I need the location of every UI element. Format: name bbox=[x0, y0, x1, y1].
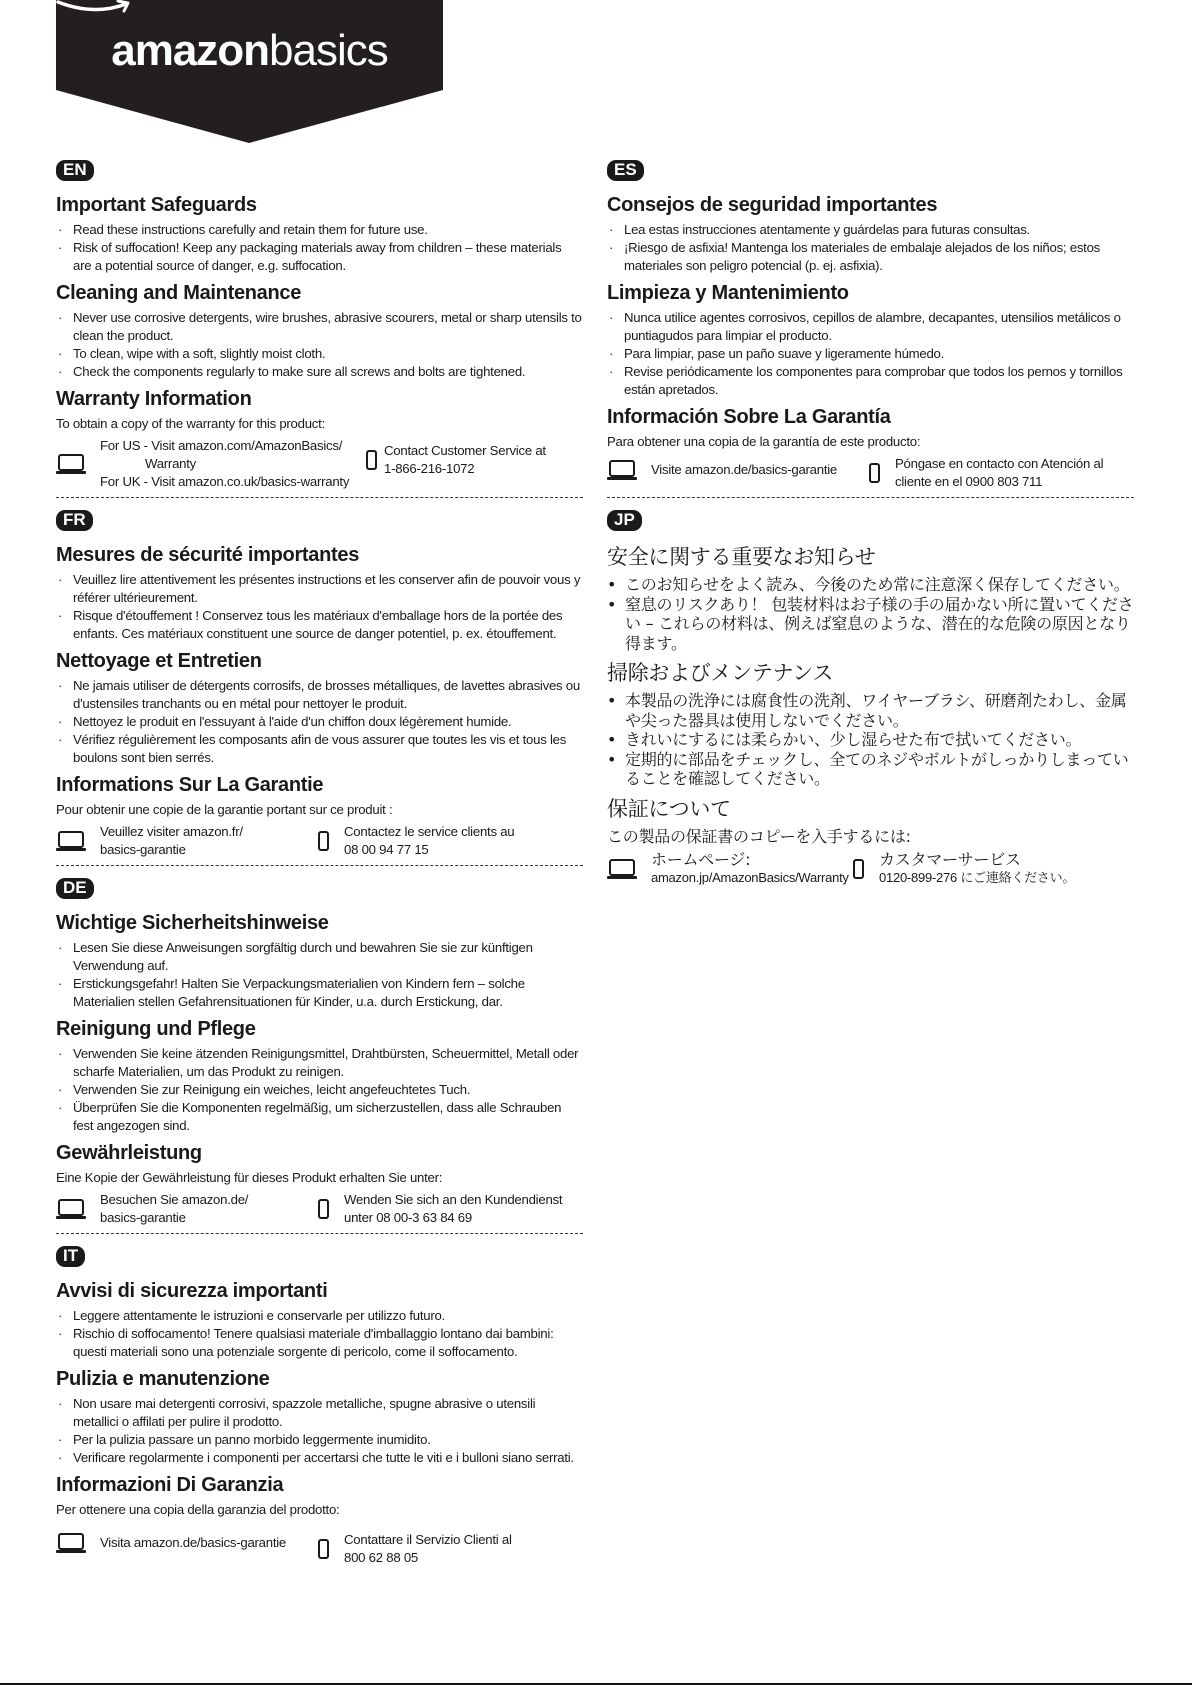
list-item: · To clean, wipe with a soft, slightly moist cloth. bbox=[56, 345, 583, 363]
laptop-icon bbox=[607, 857, 637, 881]
list-item: · Check the components regularly to make sure all screws and bolts are tightened. bbox=[56, 363, 583, 381]
lang-badge-de: DE bbox=[56, 878, 94, 899]
cleaning-list-en bbox=[56, 309, 583, 381]
phone-icon bbox=[853, 859, 864, 879]
list-item: · ¡Riesgo de asfixia! Mantenga los materiales de embalaje alejados de los niños; estos materiales son peligro potencial (p. ej. asfixia). bbox=[607, 239, 1134, 275]
heading-cleaning-jp: 掃除およびメンテナンス bbox=[607, 661, 834, 685]
warranty-phone-line2-fr: 08 00 94 77 15 bbox=[344, 842, 429, 857]
warranty-web-line2-de: basics-garantie bbox=[100, 1210, 186, 1225]
warranty-phone-line2-es: cliente en el 0900 803 711 bbox=[895, 474, 1043, 489]
section-divider bbox=[607, 497, 1134, 498]
warranty-phone-de bbox=[318, 1191, 562, 1227]
warranty-contact-fr bbox=[56, 823, 583, 859]
list-item: · Revise periódicamente los componentes para comprobar que todos los pernos y tornillos están apretados. bbox=[607, 363, 1134, 399]
heading-warranty-jp: 保証について bbox=[607, 796, 731, 821]
lang-badge-en: EN bbox=[56, 160, 94, 181]
warranty-web-line1-fr: Veuillez visiter amazon.fr/ bbox=[100, 824, 243, 839]
heading-cleaning-en: Cleaning and Maintenance bbox=[56, 282, 302, 304]
cleaning-list-it bbox=[56, 1395, 583, 1467]
brand-logo-text bbox=[56, 26, 443, 76]
list-item: • きれいにするには柔らかい、少し湿らせた布で拭いてください。 bbox=[607, 730, 1134, 750]
heading-safeguards-en: Important Safeguards bbox=[56, 194, 257, 216]
warranty-phone-es bbox=[869, 455, 1103, 491]
warranty-web-en bbox=[56, 437, 366, 491]
list-item: · Nunca utilice agentes corrosivos, cepillos de alambre, decapantes, utensilios metálicos o puntiagudos para limpiar el producto. bbox=[607, 309, 1134, 345]
warranty-phone-en bbox=[366, 442, 546, 478]
section-fr bbox=[56, 510, 583, 866]
heading-cleaning-fr: Nettoyage et Entretien bbox=[56, 650, 262, 672]
list-item: · Überprüfen Sie die Komponenten regelmäßig, um sicherzustellen, dass alle Schrauben fest angezogen sind. bbox=[56, 1099, 583, 1135]
list-item: · Leggere attentamente le istruzioni e conservarle per utilizzo futuro. bbox=[56, 1307, 583, 1325]
safeguards-list-jp bbox=[607, 575, 1134, 653]
heading-warranty-de: Gewährleistung bbox=[56, 1142, 202, 1164]
list-item: • 本製品の洗浄には腐食性の洗剤、ワイヤーブラシ、研磨剤たわし、金属や尖った器具は使用しないでください。 bbox=[607, 691, 1134, 730]
list-item: · Ne jamais utiliser de détergents corrosifs, de brosses métalliques, de lavettes abrasives ou d'ustensiles tranchants ou en métal pour nettoyer le produit. bbox=[56, 677, 583, 713]
safeguards-list-de bbox=[56, 939, 583, 1011]
list-item: · Risk of suffocation! Keep any packaging materials away from children – these materials are a potential source of danger, e.g. suffocation. bbox=[56, 239, 583, 275]
heading-safeguards-it: Avvisi di sicurezza importanti bbox=[56, 1280, 328, 1302]
warranty-web-line1-de: Besuchen Sie amazon.de/ bbox=[100, 1192, 249, 1207]
heading-safeguards-fr: Mesures de sécurité importantes bbox=[56, 544, 360, 566]
heading-safeguards-de: Wichtige Sicherheitshinweise bbox=[56, 912, 329, 934]
list-item: · Erstickungsgefahr! Halten Sie Verpackungsmaterialien von Kindern fern – solche Materialien stellen Gefahrensituationen für Kinder, u.a. durch Erstickung, dar. bbox=[56, 975, 583, 1011]
section-divider bbox=[56, 865, 583, 866]
list-item: · Veuillez lire attentivement les présentes instructions et les conserver afin de pouvoir vous y référer ultérieurement. bbox=[56, 571, 583, 607]
warranty-intro-jp: この製品の保証書のコピーを入手するには: bbox=[607, 826, 911, 846]
heading-cleaning-de: Reinigung und Pflege bbox=[56, 1018, 256, 1040]
warranty-intro-en: To obtain a copy of the warranty for this product: bbox=[56, 416, 325, 431]
heading-warranty-en: Warranty Information bbox=[56, 388, 252, 410]
section-it bbox=[56, 1246, 583, 1567]
warranty-web-line2-jp: amazon.jp/AmazonBasics/Warranty bbox=[651, 869, 849, 885]
list-item: · Lesen Sie diese Anweisungen sorgfältig durch und bewahren Sie sie zur künftigen Verwendung auf. bbox=[56, 939, 583, 975]
lang-badge-es: ES bbox=[607, 160, 644, 181]
brand-logo-light: basics bbox=[269, 26, 388, 75]
warranty-web-fr bbox=[56, 823, 318, 859]
lang-badge-fr: FR bbox=[56, 510, 93, 531]
warranty-web-line3-en: For UK - Visit amazon.co.uk/basics-warranty bbox=[100, 474, 350, 489]
warranty-contact-es bbox=[607, 455, 1134, 491]
heading-warranty-fr: Informations Sur La Garantie bbox=[56, 774, 324, 796]
heading-safeguards-es: Consejos de seguridad importantes bbox=[607, 194, 938, 216]
list-item: · Per la pulizia passare un panno morbido leggermente inumidito. bbox=[56, 1431, 583, 1449]
warranty-contact-de bbox=[56, 1191, 583, 1227]
warranty-web-it bbox=[56, 1531, 318, 1555]
list-item: · Nettoyez le produit en l'essuyant à l'aide d'un chiffon doux légèrement humide. bbox=[56, 713, 583, 731]
list-item: · Lea estas instrucciones atentamente y guárdelas para futuras consultas. bbox=[607, 221, 1134, 239]
laptop-icon bbox=[56, 1197, 86, 1221]
heading-cleaning-es: Limpieza y Mantenimiento bbox=[607, 282, 849, 304]
warranty-phone-line2-en: 1-866-216-1072 bbox=[384, 461, 475, 476]
warranty-intro-fr: Pour obtenir une copie de la garantie portant sur ce produit : bbox=[56, 802, 393, 817]
list-item: · Rischio di soffocamento! Tenere qualsiasi materiale d'imballaggio lontano dai bambini: questi materiali sono una potenziale sorgente di pericolo, come il soffocamento. bbox=[56, 1325, 583, 1361]
safeguards-list-en bbox=[56, 221, 583, 275]
warranty-phone-line1-en: Contact Customer Service at bbox=[384, 443, 546, 458]
warranty-phone-line1-it: Contattare il Servizio Clienti al bbox=[344, 1532, 512, 1547]
list-item: · Verwenden Sie keine ätzenden Reinigungsmittel, Drahtbürsten, Scheuermittel, Metall oder scharfe Materialien, um das Produkt zu reinigen. bbox=[56, 1045, 583, 1081]
warranty-contact-en bbox=[56, 437, 583, 491]
section-jp bbox=[607, 510, 1134, 887]
warranty-web-line1-es: Visite amazon.de/basics-garantie bbox=[651, 462, 838, 477]
list-item: · Verwenden Sie zur Reinigung ein weiches, leicht angefeuchtetes Tuch. bbox=[56, 1081, 583, 1099]
warranty-phone-line1-es: Póngase en contacto con Atención al bbox=[895, 456, 1104, 471]
warranty-contact-it bbox=[56, 1531, 583, 1567]
cleaning-list-es bbox=[607, 309, 1134, 399]
amazonbasics-logo-banner bbox=[56, 0, 443, 143]
warranty-intro-de: Eine Kopie der Gewährleistung für dieses Produkt erhalten Sie unter: bbox=[56, 1170, 443, 1185]
right-column bbox=[607, 160, 1134, 893]
warranty-phone-line2-de: unter 08 00-3 63 84 69 bbox=[344, 1210, 472, 1225]
phone-icon bbox=[869, 463, 880, 483]
safeguards-list-es bbox=[607, 221, 1134, 275]
list-item: • 定期的に部品をチェックし、全てのネジやボルトがしっかりしまっていることを確認してください。 bbox=[607, 750, 1134, 789]
warranty-phone-line2-jp: 0120-899-276 にご連絡ください。 bbox=[879, 869, 1076, 885]
safeguards-list-fr bbox=[56, 571, 583, 643]
warranty-phone-it bbox=[318, 1531, 512, 1567]
warranty-phone-line1-de: Wenden Sie sich an den Kundendienst bbox=[344, 1192, 563, 1207]
heading-warranty-it: Informazioni Di Garanzia bbox=[56, 1474, 284, 1496]
warranty-contact-jp bbox=[607, 851, 1134, 887]
section-divider bbox=[56, 497, 583, 498]
warranty-web-line2-en: Warranty bbox=[145, 456, 197, 471]
phone-icon bbox=[318, 1539, 329, 1559]
heading-cleaning-it: Pulizia e manutenzione bbox=[56, 1368, 270, 1390]
warranty-intro-it: Per ottenere una copia della garanzia del prodotto: bbox=[56, 1502, 340, 1517]
list-item: · Para limpiar, pase un paño suave y ligeramente húmedo. bbox=[607, 345, 1134, 363]
lang-badge-it: IT bbox=[56, 1246, 85, 1267]
laptop-icon bbox=[56, 829, 86, 853]
amazon-smile-icon bbox=[56, 0, 136, 14]
list-item: · Vérifiez régulièrement les composants afin de vous assurer que toutes les vis et tous les boulons sont bien serrés. bbox=[56, 731, 583, 767]
warranty-web-jp bbox=[607, 851, 853, 887]
laptop-icon bbox=[56, 452, 86, 476]
safeguards-list-it bbox=[56, 1307, 583, 1361]
left-column bbox=[56, 160, 583, 1573]
warranty-web-line1-en: For US - Visit amazon.com/AmazonBasics/ bbox=[100, 438, 343, 453]
list-item: • 窒息のリスクあり！ 包装材料はお子様の手の届かない所に置いてください – これらの材料は、例えば窒息のような、潜在的な危険の原因となり得ます。 bbox=[607, 595, 1134, 654]
list-item: · Risque d'étouffement ! Conservez tous les matériaux d'emballage hors de la portée des enfants. Ces matériaux constituent une source de danger potentiel, p. ex. étouffement. bbox=[56, 607, 583, 643]
laptop-icon bbox=[56, 1531, 86, 1555]
cleaning-list-jp bbox=[607, 691, 1134, 789]
warranty-web-line2-fr: basics-garantie bbox=[100, 842, 186, 857]
list-item: • このお知らせをよく読み、今後のため常に注意深く保存してください。 bbox=[607, 575, 1134, 595]
brand-logo-bold: amazon bbox=[111, 26, 270, 75]
list-item: · Verificare regolarmente i componenti per accertarsi che tutte le viti e i bulloni siano serrati. bbox=[56, 1449, 583, 1467]
heading-safeguards-jp: 安全に関する重要なお知らせ bbox=[607, 545, 876, 569]
warranty-web-line1-it: Visita amazon.de/basics-garantie bbox=[100, 1535, 287, 1550]
lang-badge-jp: JP bbox=[607, 510, 642, 531]
cleaning-list-de bbox=[56, 1045, 583, 1135]
phone-icon bbox=[366, 450, 377, 470]
warranty-phone-line1-fr: Contactez le service clients au bbox=[344, 824, 515, 839]
section-divider bbox=[56, 1233, 583, 1234]
cleaning-list-fr bbox=[56, 677, 583, 767]
section-en bbox=[56, 160, 583, 498]
warranty-intro-es: Para obtener una copia de la garantía de este producto: bbox=[607, 434, 921, 449]
warranty-phone-line2-it: 800 62 88 05 bbox=[344, 1550, 419, 1565]
warranty-phone-jp bbox=[853, 851, 1075, 887]
warranty-web-de bbox=[56, 1191, 318, 1227]
warranty-web-line1-jp: ホームページ: bbox=[651, 849, 751, 869]
list-item: · Read these instructions carefully and retain them for future use. bbox=[56, 221, 583, 239]
list-item: · Non usare mai detergenti corrosivi, spazzole metalliche, spugne abrasive o utensili metallici o affilati per pulire il prodotto. bbox=[56, 1395, 583, 1431]
phone-icon bbox=[318, 1199, 329, 1219]
list-item: · Never use corrosive detergents, wire brushes, abrasive scourers, metal or sharp utensils to clean the product. bbox=[56, 309, 583, 345]
section-es bbox=[607, 160, 1134, 498]
heading-warranty-es: Información Sobre La Garantía bbox=[607, 406, 891, 428]
warranty-phone-fr bbox=[318, 823, 514, 859]
section-de bbox=[56, 878, 583, 1234]
phone-icon bbox=[318, 831, 329, 851]
laptop-icon bbox=[607, 458, 637, 482]
warranty-phone-line1-jp: カスタマーサービス bbox=[879, 849, 1021, 869]
warranty-web-es bbox=[607, 458, 869, 482]
